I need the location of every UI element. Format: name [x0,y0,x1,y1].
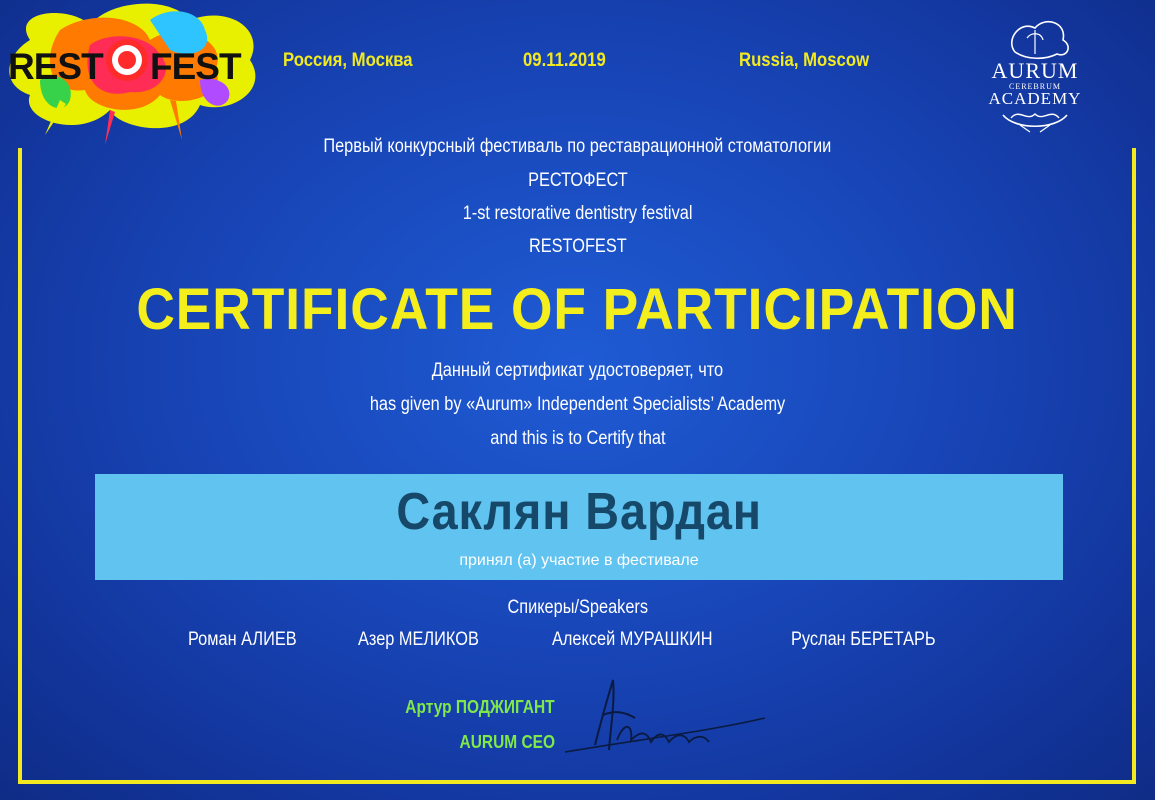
certify-line-en: and this is to Certify that [489,428,666,449]
target-icon [105,38,149,82]
festival-name-ru: РЕСТОФЕСТ [527,170,628,191]
header-city-en: Russia, Moscow [739,50,870,71]
speaker-name: Алексей МУРАШКИН [552,629,713,650]
aurum-sub: CEREBRUM [1008,82,1061,91]
certify-line-ru: Данный сертификат удостоверяет, что [431,360,724,381]
festival-name-en: RESTOFEST [528,236,627,257]
speaker-name: Азер МЕЛИКОВ [358,629,479,650]
ceo-name: Артур ПОДЖИГАНТ [405,697,555,717]
aurum-academy-label: ACADEMY [988,89,1082,108]
header-city-ru: Россия, Москва [283,50,413,71]
logo-word-rest: REST [8,46,103,87]
festival-line-ru: Первый конкурсный фестиваль по реставрационной стоматологии [323,136,832,157]
aurum-name: AURUM [991,58,1079,83]
ceo-role: AURUM CEO [459,732,555,752]
recipient-name: Саклян Вардан [396,483,762,541]
ceo-signature [555,670,775,770]
given-by-line: has given by «Aurum» Independent Specialists’ Academy [369,394,786,415]
festival-line-en: 1-st restorative dentistry festival [462,203,693,224]
logo-word-fest: FEST [150,46,241,87]
restofest-logo [0,0,262,150]
aurum-academy-logo [975,10,1095,140]
speaker-name: Руслан БЕРЕТАРЬ [791,629,936,650]
speakers-heading: Спикеры/Speakers [507,597,648,618]
certificate-title: CERTIFICATE OF PARTICIPATION [136,277,1019,342]
recipient-band [95,474,1063,580]
frame-bottom-border [18,780,1136,784]
header-date: 09.11.2019 [523,50,606,71]
speaker-name: Роман АЛИЕВ [188,629,297,650]
participation-text: принял (а) участие в фестивале [459,552,699,569]
